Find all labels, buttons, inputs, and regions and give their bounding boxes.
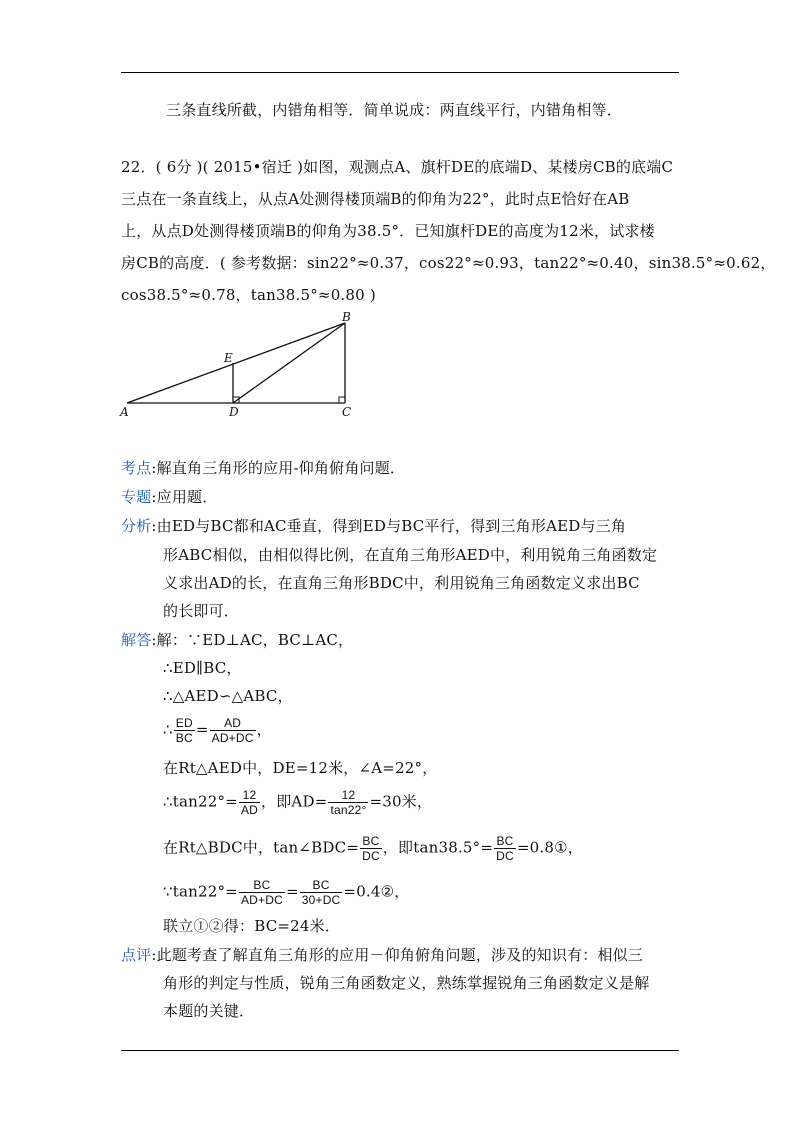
fenxi-row	[121, 516, 626, 536]
dianping-row	[121, 945, 643, 965]
step6-prefix: ∴tan22°=	[163, 792, 238, 811]
kaodian-row	[121, 458, 405, 478]
jieda-row	[121, 630, 353, 650]
fraction-numerator: BC	[362, 834, 380, 848]
fraction-12-ad	[239, 788, 260, 817]
step4-prefix: ∴	[163, 720, 173, 739]
fenxi-tag: 分析	[121, 517, 152, 535]
fraction-numerator: 12	[242, 788, 257, 802]
jieda-step-1: :解：∵ED⊥AC，BC⊥AC，	[151, 631, 354, 649]
equals-sign: =	[195, 720, 209, 739]
fraction-denominator: 30+DC	[301, 893, 341, 907]
label-e: E	[224, 351, 233, 365]
fraction-bc-dc	[360, 834, 382, 863]
fraction-ed-bc	[174, 716, 195, 745]
problem-line-4: 房CB的高度．( 参考数据：sin22°≈0.37，cos22°≈0.93，tan22°≈0.40，sin38.5°≈0.62，	[121, 254, 776, 272]
fraction-numerator: BC	[496, 834, 514, 848]
intro-text: 三条直线所截，内错角相等．简单说成：两直线平行，内错角相等．	[166, 101, 623, 119]
fraction-denominator: DC	[362, 849, 380, 863]
jieda-step-4	[163, 716, 272, 745]
jieda-step-6	[163, 788, 432, 817]
fraction-ad-addc	[210, 716, 256, 745]
zhuanti-text: :应用题．	[151, 488, 218, 506]
fraction-12-tan22	[328, 788, 368, 817]
fraction-denominator: DC	[496, 849, 514, 863]
problem-line-1: 22．( 6分 )( 2015•宿迁 )如图，观测点A、旗杆DE的底端D、某楼房CB的底端C	[121, 158, 674, 176]
segment-ab	[127, 323, 345, 403]
fenxi-line-4: 的长即可．	[163, 602, 240, 620]
dianping-line-2: 角形的判定与性质，锐角三角函数定义，熟练掌握锐角三角函数定义是解	[163, 974, 650, 992]
fraction-denominator: AD+DC	[211, 731, 254, 745]
zhuanti-row	[121, 487, 217, 507]
jieda-step-9: 联立①②得：BC=24米．	[163, 917, 341, 935]
zhuanti-tag: 专题	[121, 488, 152, 506]
right-angle-c	[339, 397, 345, 403]
jieda-step-2: ∴ED∥BC，	[163, 659, 242, 677]
fraction-denominator: tan22°	[330, 803, 367, 817]
jieda-tag: 解答	[121, 631, 152, 649]
fraction-numerator: 12	[341, 788, 356, 802]
step7-middle: ，即tan38.5°=	[382, 838, 494, 857]
kaodian-text: :解直角三角形的应用-仰角俯角问题．	[151, 459, 406, 477]
problem-line-3: 上，从点D处测得楼顶端B的仰角为38.5°．已知旗杆DE的高度为12米，试求楼	[121, 222, 655, 240]
fraction-denominator: AD+DC	[240, 893, 283, 907]
step6-middle: ，即AD=	[261, 792, 328, 811]
fraction-denominator: AD	[240, 803, 259, 817]
dianping-line-1: :此题考查了解直角三角形的应用－仰角俯角问题，涉及的知识有：相似三	[151, 946, 644, 964]
label-b: B	[342, 310, 351, 324]
jieda-step-3: ∴△AED∽△ABC，	[163, 687, 293, 705]
dianping-line-3: 本题的关键．	[163, 1002, 255, 1020]
jieda-step-7	[163, 834, 583, 863]
label-c: C	[342, 405, 352, 419]
fraction-denominator: BC	[175, 731, 193, 745]
jieda-step-8	[163, 878, 410, 907]
step6-suffix: =30米，	[369, 792, 433, 811]
problem-line-2: 三点在一条直线上，从点A处测得楼顶端B的仰角为22°，此时点E恰好在AB	[121, 190, 630, 208]
dianping-tag: 点评	[121, 946, 152, 964]
fenxi-line-3: 义求出AD的长，在直角三角形BDC中，利用锐角三角函数定义求出BC	[163, 574, 640, 592]
fraction-numerator: ED	[175, 716, 193, 730]
step7-prefix: 在Rt△BDC中，tan∠BDC=	[163, 838, 360, 857]
label-d: D	[229, 405, 239, 419]
step4-suffix: ，	[256, 720, 272, 739]
label-a: A	[120, 405, 129, 419]
step8-suffix: =0.4②，	[343, 882, 410, 901]
fraction-bc-addc	[239, 878, 285, 907]
fraction-numerator: BC	[312, 878, 330, 892]
bottom-rule	[121, 1050, 679, 1051]
problem-line-5: cos38.5°≈0.78，tan38.5°≈0.80 )	[121, 286, 376, 304]
fenxi-line-2: 形ABC相似，由相似得比例，在直角三角形AED中，利用锐角三角函数定	[163, 546, 658, 564]
step8-prefix: ∵tan22°=	[163, 882, 238, 901]
segment-db	[233, 323, 345, 403]
fraction-numerator: AD	[224, 716, 242, 730]
triangle-figure	[118, 310, 368, 420]
step7-suffix: =0.8①，	[516, 838, 583, 857]
equals-sign: =	[285, 882, 299, 901]
fraction-bc-30dc	[300, 878, 343, 907]
fenxi-line-1: :由ED与BC都和AC垂直，得到ED与BC平行，得到三角形AED与三角	[151, 517, 627, 535]
fraction-bc-dc-2	[494, 834, 516, 863]
kaodian-tag: 考点	[121, 459, 152, 477]
fraction-numerator: BC	[253, 878, 271, 892]
top-rule	[121, 72, 679, 73]
jieda-step-5: 在Rt△AED中，DE=12米，∠A=22°，	[163, 759, 438, 777]
